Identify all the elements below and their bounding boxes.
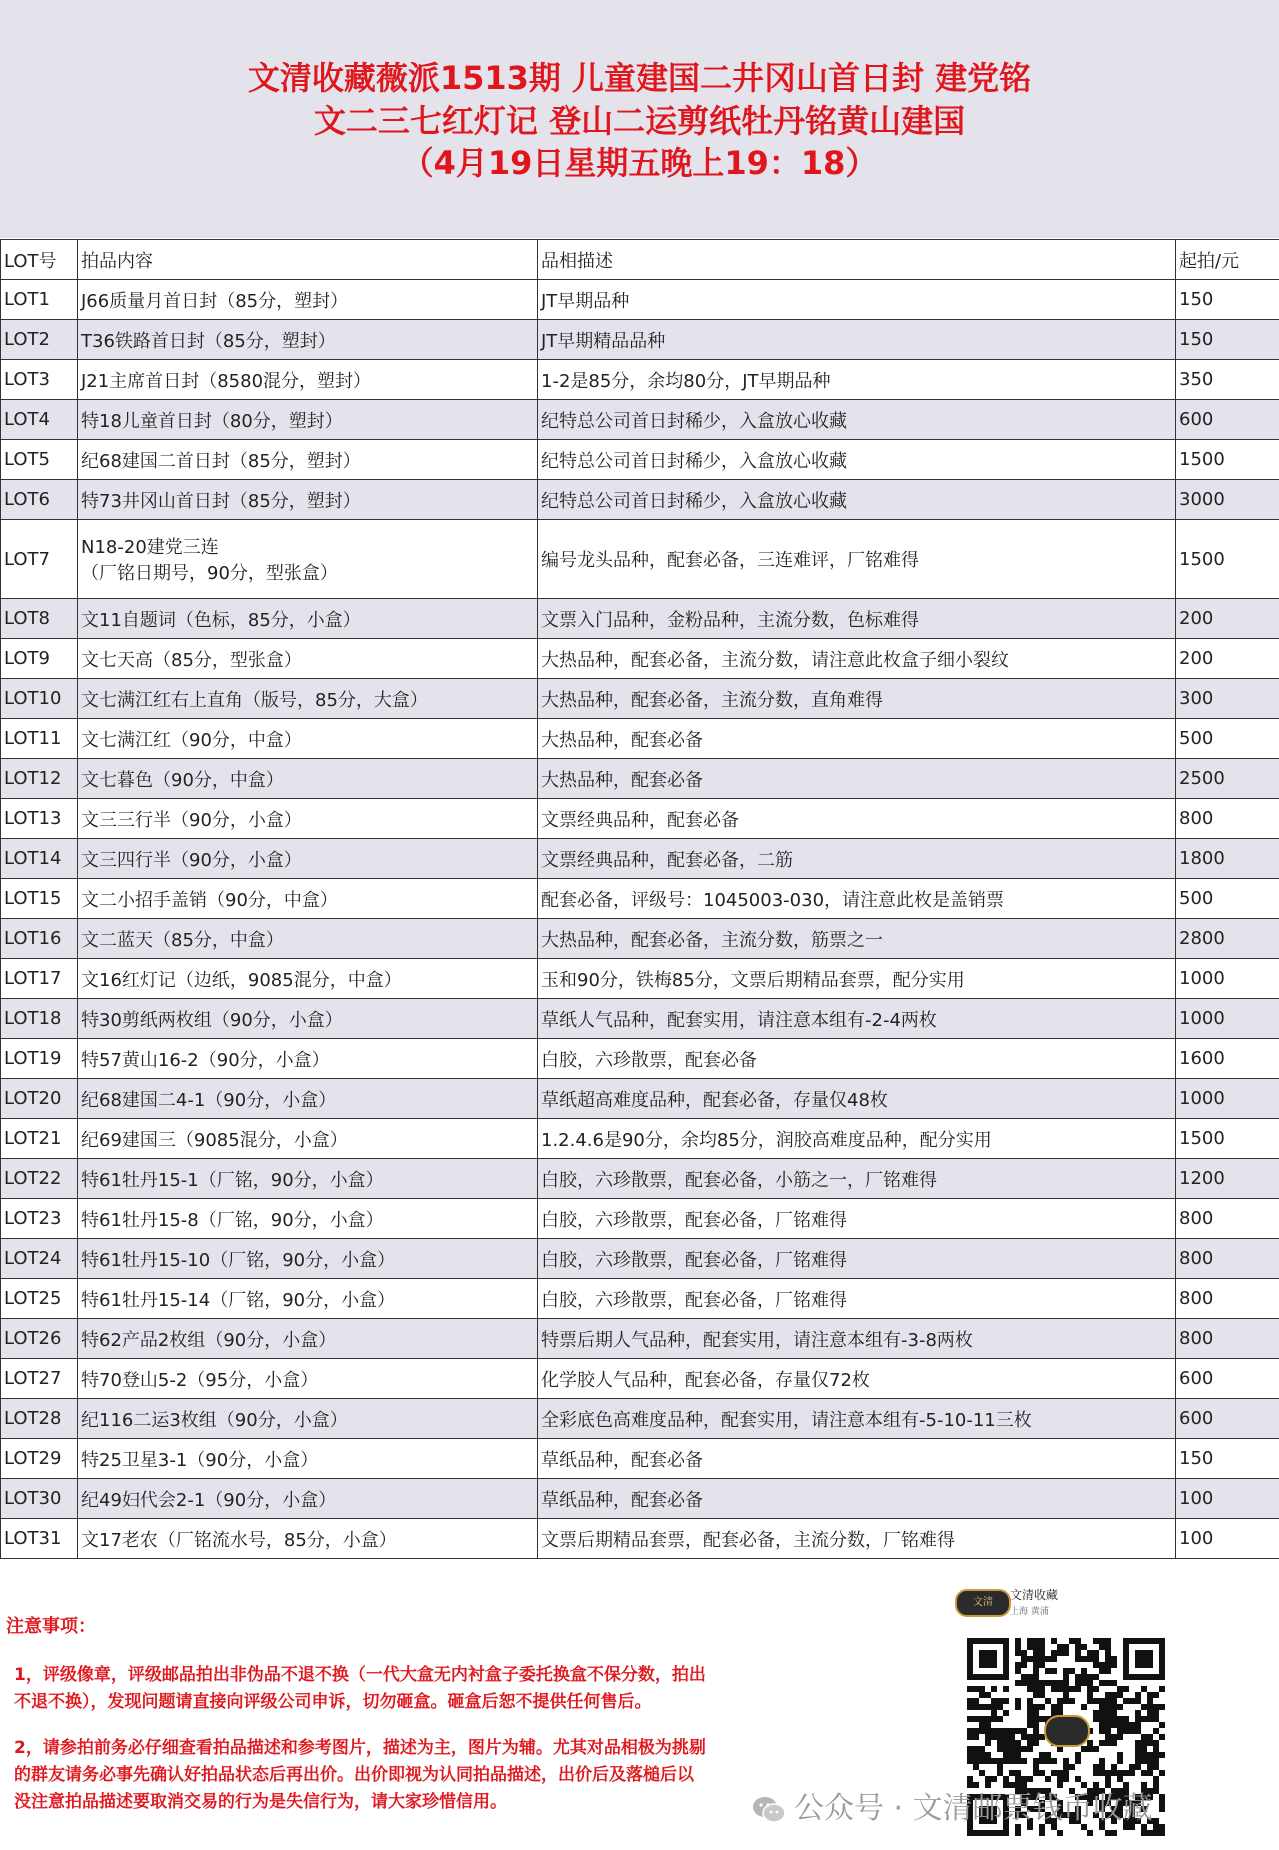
note-2-line-3: 没注意拍品描述要取消交易的行为是失信行为，请大家珍惜信用。 bbox=[14, 1792, 507, 1812]
cell-desc: 白胶，六珍散票，配套必备，厂铭难得 bbox=[538, 1199, 1176, 1239]
cell-price: 350 bbox=[1176, 360, 1279, 400]
note-2-line-1: 2，请参拍前务必仔细查看拍品描述和参考图片，描述为主，图片为辅。尤其对品相极为挑剔 bbox=[14, 1738, 706, 1758]
table-row bbox=[1, 1439, 1279, 1479]
header-item: 拍品内容 bbox=[78, 240, 538, 280]
table-row bbox=[1, 320, 1279, 360]
title-line-3: （4月19日星期五晚上19：18） bbox=[401, 144, 878, 182]
cell-desc: 白胶，六珍散票，配套必备，厂铭难得 bbox=[538, 1279, 1176, 1319]
cell-item: 特30剪纸两枚组（90分，小盒） bbox=[78, 999, 538, 1039]
table-row bbox=[1, 360, 1279, 400]
note-2-line-2: 的群友请务必事先确认好拍品状态后再出价。出价即视为认同拍品描述，出价后及落槌后以 bbox=[14, 1765, 694, 1785]
cell-desc: 草纸超高难度品种，配套必备，存量仅48枚 bbox=[538, 1079, 1176, 1119]
cell-item: 纪69建国三（9085混分，小盒） bbox=[78, 1119, 538, 1159]
cell-lot: LOT25 bbox=[1, 1279, 78, 1319]
cell-item: 文七满江红右上直角（版号，85分，大盒） bbox=[78, 679, 538, 719]
cell-desc: 大热品种，配套必备 bbox=[538, 759, 1176, 799]
note-1-line-1: 1，评级像章，评级邮品拍出非伪品不退不换（一代大盒无内衬盒子委托换盒不保分数，拍出 bbox=[14, 1665, 706, 1685]
header-price: 起拍/元 bbox=[1176, 240, 1279, 280]
cell-price: 100 bbox=[1176, 1479, 1279, 1519]
table-header-row bbox=[1, 240, 1279, 280]
cell-price: 600 bbox=[1176, 1399, 1279, 1439]
cell-desc: 纪特总公司首日封稀少，入盒放心收藏 bbox=[538, 400, 1176, 440]
wechat-icon bbox=[752, 1795, 786, 1825]
cell-lot: LOT24 bbox=[1, 1239, 78, 1279]
note-1-line-2: 不退不换），发现问题请直接向评级公司申诉，切勿砸盒。砸盒后恕不提供任何售后。 bbox=[14, 1692, 652, 1712]
cell-lot: LOT16 bbox=[1, 919, 78, 959]
cell-item: 文七暮色（90分，中盒） bbox=[78, 759, 538, 799]
lot-table bbox=[0, 239, 1279, 1559]
cell-price: 500 bbox=[1176, 879, 1279, 919]
cell-price: 1500 bbox=[1176, 1119, 1279, 1159]
cell-item: 文三四行半（90分，小盒） bbox=[78, 839, 538, 879]
cell-price: 800 bbox=[1176, 1199, 1279, 1239]
cell-item: 特61牡丹15-14（厂铭，90分，小盒） bbox=[78, 1279, 538, 1319]
table-row bbox=[1, 440, 1279, 480]
cell-desc: 纪特总公司首日封稀少，入盒放心收藏 bbox=[538, 440, 1176, 480]
cell-price: 800 bbox=[1176, 799, 1279, 839]
title-line-1: 文清收藏薇派1513期 儿童建国二井冈山首日封 建党铭 bbox=[247, 59, 1032, 97]
cell-desc: 配套必备，评级号：1045003-030，请注意此枚是盖销票 bbox=[538, 879, 1176, 919]
cell-desc: 草纸品种，配套必备 bbox=[538, 1479, 1176, 1519]
table-row bbox=[1, 1359, 1279, 1399]
table-row bbox=[1, 719, 1279, 759]
cell-lot: LOT20 bbox=[1, 1079, 78, 1119]
cell-lot: LOT1 bbox=[1, 280, 78, 320]
cell-lot: LOT2 bbox=[1, 320, 78, 360]
notes-title: 注意事项： bbox=[6, 1616, 96, 1637]
cell-price: 800 bbox=[1176, 1319, 1279, 1359]
wechat-account-name: 公众号 · 文清邮票钱币收藏 bbox=[794, 1791, 1153, 1826]
cell-desc: 文票后期精品套票，配套必备，主流分数，厂铭难得 bbox=[538, 1519, 1176, 1559]
cell-price: 800 bbox=[1176, 1239, 1279, 1279]
cell-item: 特73井冈山首日封（85分，塑封） bbox=[78, 480, 538, 520]
table-row bbox=[1, 1519, 1279, 1559]
cell-lot: LOT30 bbox=[1, 1479, 78, 1519]
cell-desc: 文票经典品种，配套必备 bbox=[538, 799, 1176, 839]
brand-name: 文清收藏 bbox=[1010, 1588, 1059, 1602]
cell-price: 1000 bbox=[1176, 959, 1279, 999]
cell-lot: LOT21 bbox=[1, 1119, 78, 1159]
table-row bbox=[1, 1079, 1279, 1119]
cell-lot: LOT8 bbox=[1, 599, 78, 639]
cell-price: 1000 bbox=[1176, 999, 1279, 1039]
cell-price: 300 bbox=[1176, 679, 1279, 719]
cell-desc: 1-2是85分，余均80分，JT早期品种 bbox=[538, 360, 1176, 400]
cell-lot: LOT5 bbox=[1, 440, 78, 480]
cell-desc: 玉和90分，铁梅85分，文票后期精品套票，配分实用 bbox=[538, 959, 1176, 999]
table-row bbox=[1, 1199, 1279, 1239]
table-row bbox=[1, 1479, 1279, 1519]
cell-lot: LOT18 bbox=[1, 999, 78, 1039]
cell-desc: 文票经典品种，配套必备，二筋 bbox=[538, 839, 1176, 879]
table-row bbox=[1, 1399, 1279, 1439]
cell-item: 特70登山5-2（95分，小盒） bbox=[78, 1359, 538, 1399]
cell-desc: 大热品种，配套必备 bbox=[538, 719, 1176, 759]
table-row bbox=[1, 400, 1279, 440]
cell-lot: LOT15 bbox=[1, 879, 78, 919]
cell-item: T36铁路首日封（85分，塑封） bbox=[78, 320, 538, 360]
cell-lot: LOT26 bbox=[1, 1319, 78, 1359]
cell-lot: LOT4 bbox=[1, 400, 78, 440]
cell-item: 特61牡丹15-1（厂铭，90分，小盒） bbox=[78, 1159, 538, 1199]
cell-item: 文七满江红（90分，中盒） bbox=[78, 719, 538, 759]
table-row bbox=[1, 599, 1279, 639]
cell-desc: 1.2.4.6是90分，余均85分，润胶高难度品种，配分实用 bbox=[538, 1119, 1176, 1159]
cell-desc: 白胶，六珍散票，配套必备，小筋之一，厂铭难得 bbox=[538, 1159, 1176, 1199]
table-row bbox=[1, 959, 1279, 999]
cell-price: 600 bbox=[1176, 400, 1279, 440]
cell-item: 文二小招手盖销（90分，中盒） bbox=[78, 879, 538, 919]
cell-price: 1800 bbox=[1176, 839, 1279, 879]
cell-desc: 编号龙头品种，配套必备，三连难评，厂铭难得 bbox=[538, 520, 1176, 599]
cell-lot: LOT10 bbox=[1, 679, 78, 719]
cell-desc: 大热品种，配套必备，主流分数，筋票之一 bbox=[538, 919, 1176, 959]
cell-price: 1500 bbox=[1176, 520, 1279, 599]
table-row bbox=[1, 1159, 1279, 1199]
cell-item: 纪68建国二4-1（90分，小盒） bbox=[78, 1079, 538, 1119]
cell-desc: 大热品种，配套必备，主流分数，请注意此枚盒子细小裂纹 bbox=[538, 639, 1176, 679]
cell-item: 文二蓝天（85分，中盒） bbox=[78, 919, 538, 959]
cell-lot: LOT9 bbox=[1, 639, 78, 679]
cell-item: J21主席首日封（8580混分，塑封） bbox=[78, 360, 538, 400]
cell-item: N18-20建党三连 （厂铭日期号，90分，型张盒） bbox=[78, 520, 538, 599]
cell-lot: LOT11 bbox=[1, 719, 78, 759]
cell-desc: 草纸品种，配套必备 bbox=[538, 1439, 1176, 1479]
cell-lot: LOT27 bbox=[1, 1359, 78, 1399]
cell-item: 文16红灯记（边纸，9085混分，中盒） bbox=[78, 959, 538, 999]
title-line-2: 文二三七红灯记 登山二运剪纸牡丹铭黄山建国 bbox=[313, 102, 966, 140]
cell-item: 特62产品2枚组（90分，小盒） bbox=[78, 1319, 538, 1359]
cell-desc: 白胶，六珍散票，配套必备，厂铭难得 bbox=[538, 1239, 1176, 1279]
brand-location: 上海 黄浦 bbox=[1010, 1607, 1049, 1617]
cell-price: 500 bbox=[1176, 719, 1279, 759]
cell-price: 100 bbox=[1176, 1519, 1279, 1559]
table-row bbox=[1, 1119, 1279, 1159]
table-row bbox=[1, 799, 1279, 839]
cell-item: 特18儿童首日封（80分，塑封） bbox=[78, 400, 538, 440]
cell-item: 特61牡丹15-10（厂铭，90分，小盒） bbox=[78, 1239, 538, 1279]
cell-price: 3000 bbox=[1176, 480, 1279, 520]
cell-lot: LOT13 bbox=[1, 799, 78, 839]
cell-desc: JT早期品种 bbox=[538, 280, 1176, 320]
table-row bbox=[1, 759, 1279, 799]
brand-seal-logo: 文清 bbox=[955, 1589, 1011, 1617]
cell-price: 2800 bbox=[1176, 919, 1279, 959]
cell-price: 150 bbox=[1176, 320, 1279, 360]
cell-price: 1000 bbox=[1176, 1079, 1279, 1119]
cell-lot: LOT28 bbox=[1, 1399, 78, 1439]
cell-desc: 纪特总公司首日封稀少，入盒放心收藏 bbox=[538, 480, 1176, 520]
cell-item: 纪116二运3枚组（90分，小盒） bbox=[78, 1399, 538, 1439]
table-row bbox=[1, 999, 1279, 1039]
cell-desc: 文票入门品种，金粉品种，主流分数，色标难得 bbox=[538, 599, 1176, 639]
cell-desc: JT早期精品品种 bbox=[538, 320, 1176, 360]
cell-lot: LOT3 bbox=[1, 360, 78, 400]
cell-item: 文七天高（85分，型张盒） bbox=[78, 639, 538, 679]
cell-item: 特61牡丹15-8（厂铭，90分，小盒） bbox=[78, 1199, 538, 1239]
cell-item: 特25卫星3-1（90分，小盒） bbox=[78, 1439, 538, 1479]
cell-item: 文三三行半（90分，小盒） bbox=[78, 799, 538, 839]
cell-lot: LOT23 bbox=[1, 1199, 78, 1239]
cell-lot: LOT7 bbox=[1, 520, 78, 599]
cell-desc: 特票后期人气品种，配套实用，请注意本组有-3-8两枚 bbox=[538, 1319, 1176, 1359]
table-row bbox=[1, 1279, 1279, 1319]
cell-lot: LOT6 bbox=[1, 480, 78, 520]
cell-price: 200 bbox=[1176, 639, 1279, 679]
table-row bbox=[1, 879, 1279, 919]
cell-item: 特57黄山16-2（90分，小盒） bbox=[78, 1039, 538, 1079]
page-header bbox=[0, 0, 1279, 238]
cell-price: 2500 bbox=[1176, 759, 1279, 799]
cell-desc: 化学胶人气品种，配套必备，存量仅72枚 bbox=[538, 1359, 1176, 1399]
note-paragraph-2 bbox=[14, 1735, 834, 1816]
table-row bbox=[1, 520, 1279, 599]
table-row bbox=[1, 839, 1279, 879]
table-row bbox=[1, 1239, 1279, 1279]
cell-price: 200 bbox=[1176, 599, 1279, 639]
cell-lot: LOT31 bbox=[1, 1519, 78, 1559]
cell-desc: 白胶，六珍散票，配套必备 bbox=[538, 1039, 1176, 1079]
cell-item: 纪68建国二首日封（85分，塑封） bbox=[78, 440, 538, 480]
cell-lot: LOT12 bbox=[1, 759, 78, 799]
table-row bbox=[1, 1319, 1279, 1359]
cell-price: 1500 bbox=[1176, 440, 1279, 480]
cell-lot: LOT14 bbox=[1, 839, 78, 879]
table-row bbox=[1, 679, 1279, 719]
cell-price: 600 bbox=[1176, 1359, 1279, 1399]
cell-item: 文11自题词（色标，85分，小盒） bbox=[78, 599, 538, 639]
cell-item: 文17老农（厂铭流水号，85分，小盒） bbox=[78, 1519, 538, 1559]
header-desc: 品相描述 bbox=[538, 240, 1176, 280]
cell-price: 150 bbox=[1176, 280, 1279, 320]
cell-item: J66质量月首日封（85分，塑封） bbox=[78, 280, 538, 320]
cell-lot: LOT17 bbox=[1, 959, 78, 999]
table-row bbox=[1, 919, 1279, 959]
cell-lot: LOT22 bbox=[1, 1159, 78, 1199]
cell-desc: 草纸人气品种，配套实用，请注意本组有-2-4两枚 bbox=[538, 999, 1176, 1039]
table-row bbox=[1, 1039, 1279, 1079]
cell-lot: LOT19 bbox=[1, 1039, 78, 1079]
cell-lot: LOT29 bbox=[1, 1439, 78, 1479]
cell-desc: 全彩底色高难度品种，配套实用，请注意本组有-5-10-11三枚 bbox=[538, 1399, 1176, 1439]
wechat-account-tag bbox=[752, 1783, 1153, 1827]
note-paragraph-1 bbox=[14, 1662, 834, 1716]
table-row bbox=[1, 639, 1279, 679]
cell-price: 1200 bbox=[1176, 1159, 1279, 1199]
table-row bbox=[1, 480, 1279, 520]
cell-desc: 大热品种，配套必备，主流分数，直角难得 bbox=[538, 679, 1176, 719]
table-row bbox=[1, 280, 1279, 320]
cell-price: 150 bbox=[1176, 1439, 1279, 1479]
cell-price: 800 bbox=[1176, 1279, 1279, 1319]
cell-price: 1600 bbox=[1176, 1039, 1279, 1079]
header-lot: LOT号 bbox=[1, 240, 78, 280]
cell-item: 纪49妇代会2-1（90分，小盒） bbox=[78, 1479, 538, 1519]
